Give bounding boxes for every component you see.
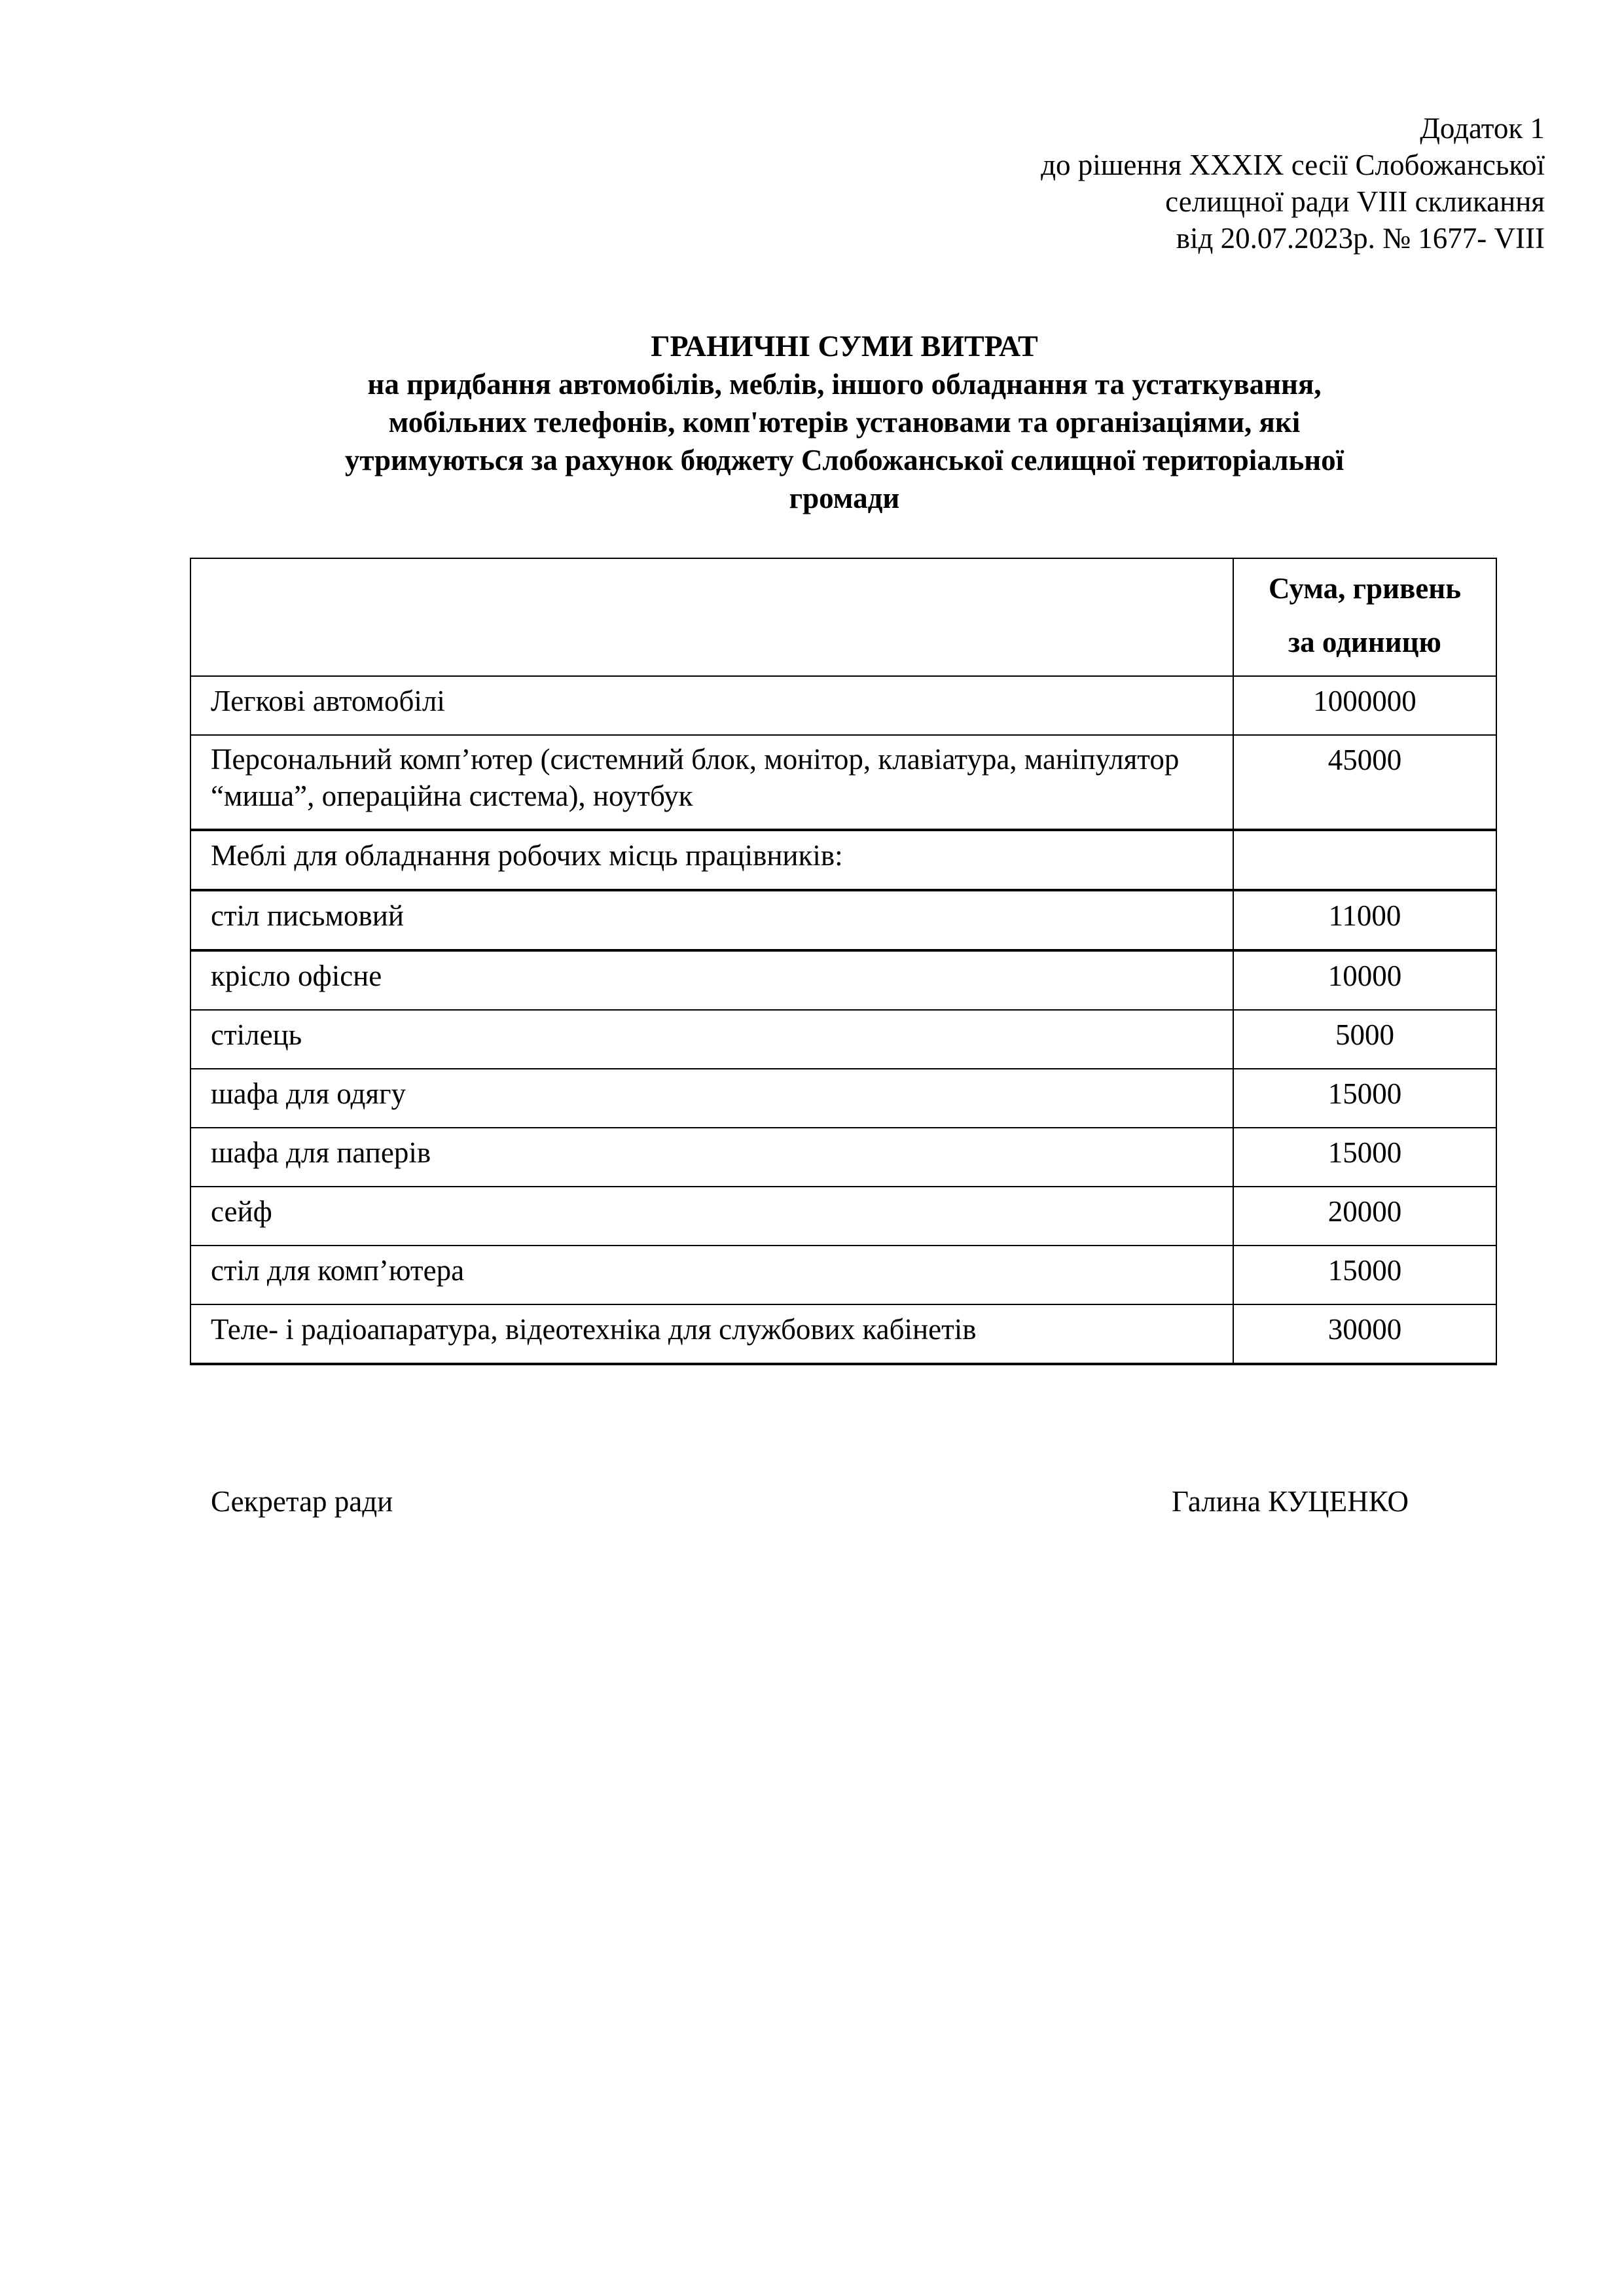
annex-number: Додаток 1 [1420,112,1545,145]
row-sum: 5000 [1233,1010,1496,1069]
table-row [190,950,1496,1010]
expense-limits-table [190,558,1497,1365]
row-sum: 30000 [1233,1304,1496,1364]
table-row [190,1128,1496,1187]
row-sum: 15000 [1233,1246,1496,1304]
title-main: ГРАНИЧНІ СУМИ ВИТРАТ [651,329,1038,363]
row-item: крісло офісне [190,950,1233,1010]
title-line-4: громади [789,482,900,514]
table-row [190,1246,1496,1304]
table-row [190,1304,1496,1364]
table-row [190,676,1496,735]
header-sum-line-2: за одиницю [1288,626,1441,658]
header-sum [1233,558,1496,676]
header-sum-line-1: Сума, гривень [1268,572,1462,605]
table-row [190,890,1496,950]
annex-decision: до рішення XXXIX сесії Слобожанської [1041,149,1545,181]
row-item: стіл письмовий [190,890,1233,950]
title-line-1: на придбання автомобілів, меблів, іншого обладнання та устаткування, [367,368,1322,401]
signatory-position: Секретар ради [211,1485,393,1518]
row-item: стіл для комп’ютера [190,1246,1233,1304]
annex-header [759,110,1545,257]
table-header-row [190,558,1496,676]
row-item: Легкові автомобілі [190,676,1233,735]
header-item [190,558,1233,676]
row-sum: 10000 [1233,950,1496,1010]
title-line-2: мобільних телефонів, комп'ютерів установами та організаціями, які [388,406,1301,439]
row-sum: 11000 [1233,890,1496,950]
row-item: Меблі для обладнання робочих місць працівників: [190,830,1233,890]
signatory-name: Галина КУЦЕНКО [1172,1485,1409,1518]
row-item: сейф [190,1187,1233,1246]
row-item: шафа для одягу [190,1069,1233,1128]
row-sum: 20000 [1233,1187,1496,1246]
table-row [190,1187,1496,1246]
row-sum: 1000000 [1233,676,1496,735]
row-item: стілець [190,1010,1233,1069]
row-sum: 15000 [1233,1069,1496,1128]
table-row [190,830,1496,890]
table-row [190,735,1496,830]
row-item: Персональний комп’ютер (системний блок, монітор, клавіатура, маніпулятор “миша”, операційна система), ноутбук [190,735,1233,830]
signature-block [211,1484,1409,1518]
row-sum: 45000 [1233,735,1496,830]
row-sum [1233,830,1496,890]
row-item: Теле- і радіоапаратура, відеотехніка для службових кабінетів [190,1304,1233,1364]
table-row [190,1069,1496,1128]
title-line-3: утримуються за рахунок бюджету Слобожанської селищної територіальної [344,444,1344,476]
annex-council: селищної ради VIII скликання [1165,185,1545,218]
table-row [190,1010,1496,1069]
document-title [196,327,1492,517]
annex-date-number: від 20.07.2023р. № 1677- VIII [1176,222,1545,255]
row-sum: 15000 [1233,1128,1496,1187]
row-item: шафа для паперів [190,1128,1233,1187]
